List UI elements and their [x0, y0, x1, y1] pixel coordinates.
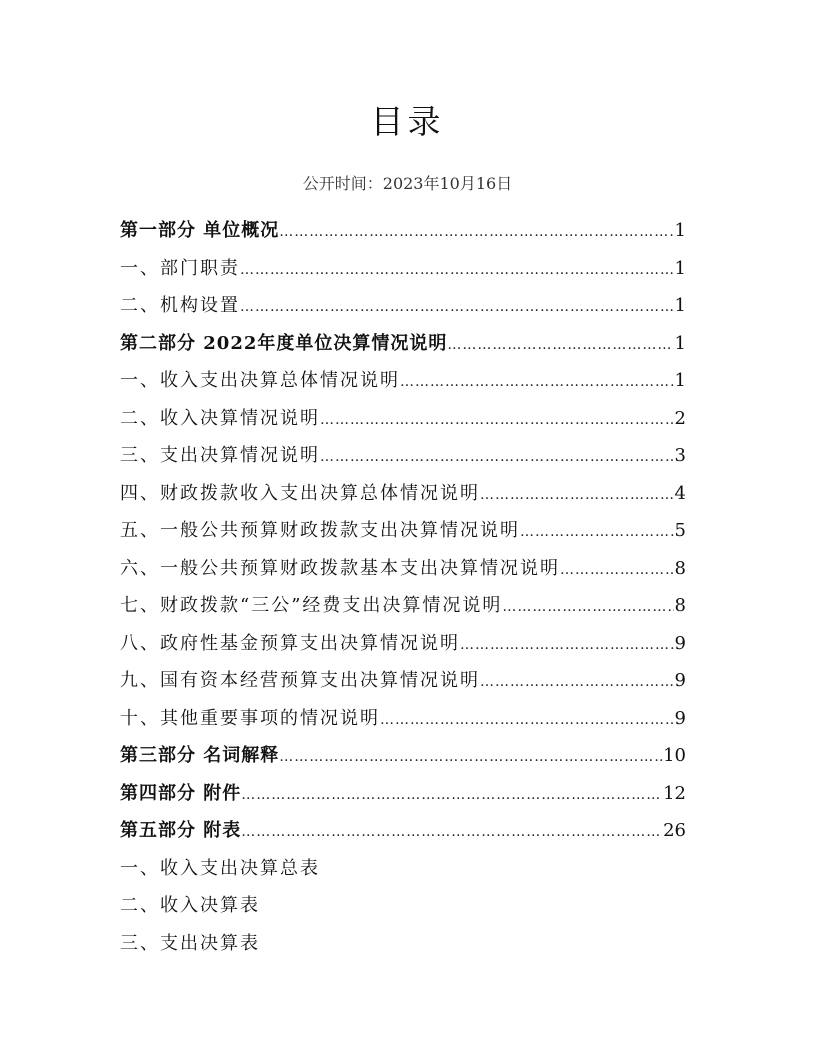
toc-page-number: 9: [674, 670, 686, 691]
toc-section-entry[interactable]: [120, 212, 686, 250]
toc-entry[interactable]: [120, 700, 686, 738]
toc-leader-dots: [241, 777, 662, 813]
table-of-contents: [120, 212, 686, 962]
toc-entry-label: 第三部分 名词解释: [120, 745, 280, 766]
toc-page-number: 4: [674, 482, 686, 504]
toc-page-number: 2: [674, 407, 686, 429]
toc-entry[interactable]: [120, 850, 686, 888]
toc-leader-dots: [502, 589, 673, 625]
toc-page-number: 5: [674, 520, 686, 541]
toc-entry-label: 第五部分 附表: [120, 820, 242, 841]
toc-entry[interactable]: [120, 362, 686, 400]
toc-entry-label: 六、一般公共预算财政拨款基本支出决算情况说明: [120, 557, 560, 579]
toc-page-number: 26: [663, 820, 686, 841]
publish-date: 公开时间：2023年10月16日: [302, 174, 513, 193]
toc-leader-dots: [279, 739, 662, 775]
toc-entry[interactable]: [120, 512, 686, 550]
toc-entry-label: 第二部分 2022年度单位决算情况说明: [120, 332, 448, 354]
toc-page-number: 10: [663, 745, 686, 766]
toc-page-number: 3: [674, 445, 686, 466]
toc-entry-label: 第一部分 单位概况: [120, 220, 280, 241]
toc-leader-dots: [380, 702, 674, 738]
toc-leader-dots: [240, 252, 674, 288]
toc-leader-dots: [480, 477, 674, 513]
toc-entry-label: 三、支出决算表: [120, 932, 260, 954]
toc-entry-label: 二、收入决算表: [120, 895, 260, 916]
toc-page-number: 9: [674, 632, 686, 654]
toc-leader-dots: [240, 289, 674, 325]
toc-entry-label: 一、部门职责: [120, 257, 240, 279]
toc-leader-dots: [320, 402, 674, 438]
toc-entry-label: 十、其他重要事项的情况说明: [120, 707, 380, 729]
toc-entry[interactable]: [120, 625, 686, 663]
toc-entry[interactable]: [120, 662, 686, 700]
toc-page-number: 1: [674, 370, 686, 391]
toc-entry-label: 七、财政拨款“三公”经费支出决算情况说明: [120, 595, 503, 616]
toc-section-entry[interactable]: [120, 325, 686, 363]
toc-section-entry[interactable]: [120, 775, 686, 813]
toc-page-number: 8: [674, 595, 686, 616]
toc-entry-label: 第四部分 附件: [120, 782, 242, 804]
toc-leader-dots: [560, 552, 674, 588]
toc-entry[interactable]: [120, 400, 686, 438]
toc-page-number: 1: [674, 295, 686, 316]
toc-entry[interactable]: [120, 437, 686, 475]
toc-entry-label: 八、政府性基金预算支出决算情况说明: [120, 632, 460, 654]
toc-entry[interactable]: [120, 250, 686, 288]
toc-entry-label: 五、一般公共预算财政拨款支出决算情况说明: [120, 520, 520, 541]
toc-page-number: 9: [674, 707, 686, 729]
toc-entry-label: 二、机构设置: [120, 295, 240, 316]
toc-page-number: 12: [663, 782, 686, 804]
toc-leader-dots: [480, 664, 674, 700]
toc-entry-label: 三、支出决算情况说明: [120, 445, 320, 466]
toc-entry[interactable]: [120, 550, 686, 588]
page-title: 目录: [370, 102, 445, 141]
toc-leader-dots: [520, 514, 674, 550]
toc-page-number: 1: [674, 257, 686, 279]
toc-leader-dots: [460, 627, 674, 663]
toc-page-number: 8: [674, 557, 686, 579]
toc-entry[interactable]: [120, 587, 686, 625]
toc-entry-label: 四、财政拨款收入支出决算总体情况说明: [120, 482, 480, 504]
toc-leader-dots: [241, 814, 662, 850]
toc-entry-label: 一、收入支出决算总表: [120, 857, 320, 879]
toc-section-entry[interactable]: [120, 737, 686, 775]
toc-entry[interactable]: [120, 475, 686, 513]
toc-entry[interactable]: [120, 925, 686, 963]
toc-leader-dots: [279, 214, 673, 250]
toc-entry-label: 九、国有资本经营预算支出决算情况说明: [120, 670, 480, 691]
toc-entry[interactable]: [120, 887, 686, 925]
toc-leader-dots: [400, 364, 674, 400]
toc-entry-label: 二、收入决算情况说明: [120, 407, 320, 429]
toc-leader-dots: [447, 327, 673, 363]
toc-entry-label: 一、收入支出决算总体情况说明: [120, 370, 400, 391]
toc-section-entry[interactable]: [120, 812, 686, 850]
toc-leader-dots: [320, 439, 674, 475]
toc-page-number: 1: [674, 332, 686, 354]
toc-page-number: 1: [674, 220, 686, 241]
toc-entry[interactable]: [120, 287, 686, 325]
